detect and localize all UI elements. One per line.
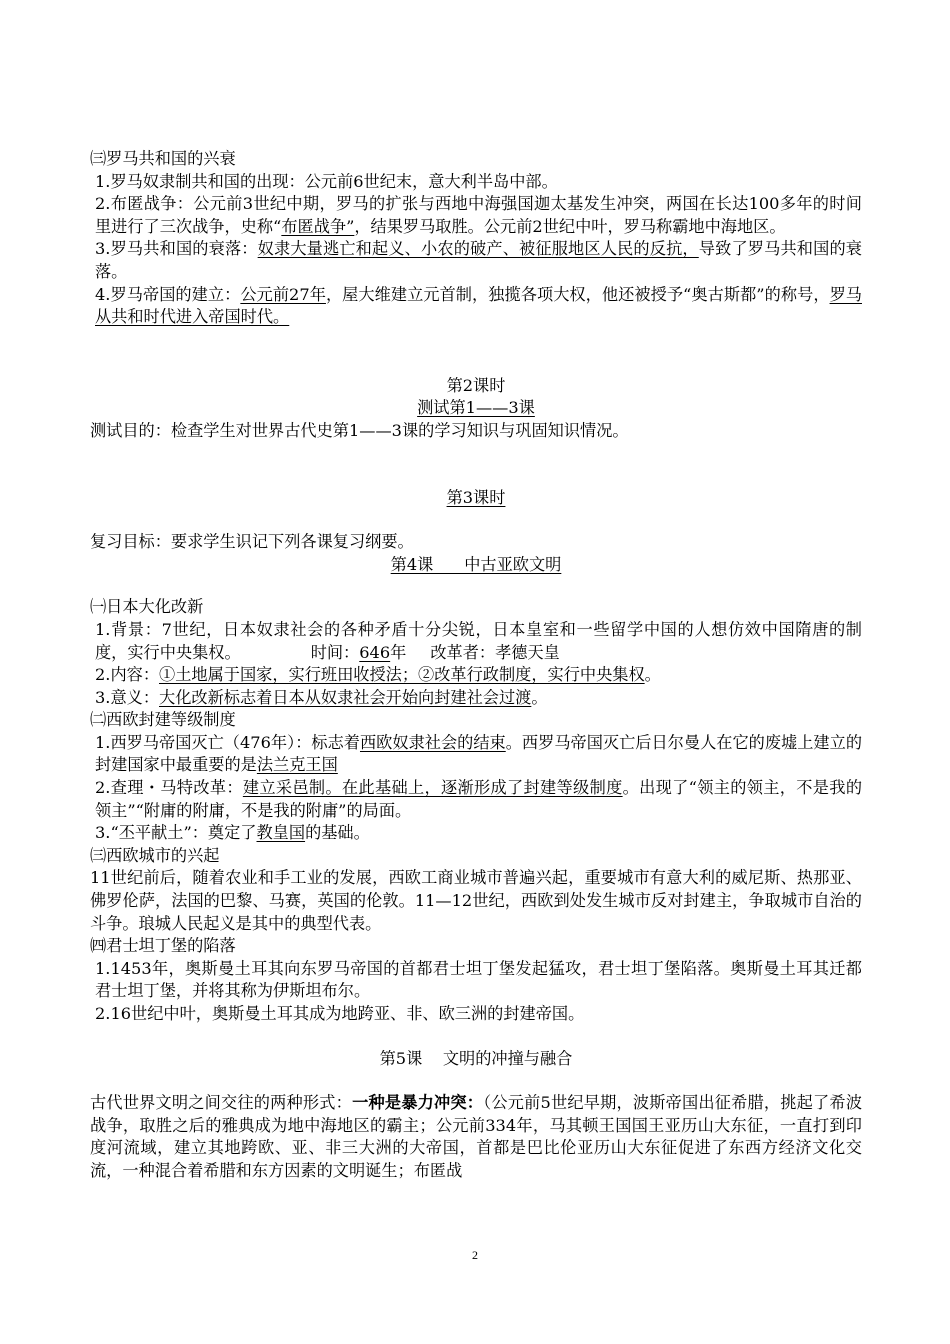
list-item: 3.罗马共和国的衰落：奴隶大量逃亡和起义、小农的破产、被征服地区人民的反抗，导致了罗马共和国的衰落。 [95,239,862,281]
list-item: 1.西罗马帝国灭亡（476年）：标志着西欧奴隶社会的结束。西罗马帝国灭亡后日尔曼人在它的废墟上建立的封建国家中最重要的是法兰克王国 [95,732,863,775]
lesson-title: 第3课时 [446,487,506,507]
course-title: 第4课 中古亚欧文明 [390,554,562,574]
section-heading-rise-of-cities: ㈢西欧城市的兴起 [90,845,220,865]
list-item: 1.罗马奴隶制共和国的出现：公元前6世纪末，意大利半岛中部。 [95,171,558,191]
underlined-keyword: 布匿战争” [281,216,355,236]
section-heading-roman-republic: ㈢罗马共和国的兴衰 [90,149,236,168]
document-body [90,148,862,1183]
list-item: 3.“丕平献土”：奠定了教皇国的基础。 [95,823,370,843]
underlined-keyword: 罗马从共和时代进入帝国时代。 [95,284,862,327]
underlined-keyword: 教皇国 [256,823,306,843]
underlined-keyword: 西欧奴隶社会的结束 [359,732,506,752]
paragraph: 11世纪前后，随着农业和手工业的发展，西欧工商业城市普遍兴起，重要城市有意大利的威尼斯、热那亚、佛罗伦萨，法国的巴黎、马赛，英国的伦敦。11—12世纪，西欧到处发生城市反对封建主，争取城市自治的斗争。琅城人民起义是其中的典型代表。 [90,868,862,933]
list-item: 1.背景：7世纪，日本奴隶社会的各种矛盾十分尖锐，日本皇室和一些留学中国的人想仿效中国隋唐的制度，实行中央集权。 时间：646年 改革者：孝德天皇 [95,619,862,662]
list-item: 2.内容：①土地属于国家，实行班田收授法；②改革行政制度，实行中央集权。 [95,665,661,685]
underlined-keyword: 公元前27年 [240,284,326,304]
course-title: 第5课 文明的冲撞与融合 [379,1048,573,1068]
section-heading-taika-reform: ㈠日本大化改新 [90,597,204,617]
lesson-purpose: 测试目的：检查学生对世界古代史第1——3课的学习知识与巩固知识情况。 [90,420,629,440]
list-item: 2.16世纪中叶，奥斯曼土耳其成为地跨亚、非、欧三洲的封建帝国。 [95,1004,585,1023]
list-item: 4.罗马帝国的建立：公元前27年，屋大维建立元首制，独揽各项大权，他还被授予“奥古斯都”的称号，罗马从共和时代进入帝国时代。 [95,284,862,327]
paragraph: 古代世界文明之间交往的两种形式：一种是暴力冲突：（公元前5世纪早期，波斯帝国出征希腊，挑起了希波战争，取胜之后的雅典成为地中海地区的霸主；公元前334年，马其顿王国国王亚历山大东征，一直打到印度河流域，建立其地跨欧、亚、非三大洲的大帝国，首都是巴比伦亚历山大东征促进了东西方经济文化交流，一种混合着希腊和东方因素的文明诞生；布匿战 [90,1093,863,1180]
underlined-keyword: 法兰克王国 [256,755,338,775]
underlined-keyword: 建立采邑制。在此基础上，逐渐形成了封建等级制度 [242,778,623,798]
underlined-keyword: 奴隶大量逃亡和起义、小农的破产、被征服地区人民的反抗， [257,239,699,259]
section-heading-feudal-hierarchy: ㈡西欧封建等级制度 [90,710,236,730]
list-item: 3.意义：大化改新标志着日本从奴隶社会开始向封建社会过渡。 [95,687,548,707]
lesson-goal: 复习目标：要求学生识记下列各课复习纲要。 [90,532,414,552]
lesson-subtitle: 测试第1——3课 [417,398,535,418]
underlined-keyword: ①土地属于国家，实行班田收授法；②改革行政制度，实行中央集权 [159,665,645,685]
page-number: 2 [472,1248,478,1262]
bold-keyword: 一种是暴力冲突： [352,1093,484,1113]
underlined-keyword: 大化改新标志着日本从奴隶社会开始向封建社会过渡 [159,687,532,707]
list-item: 2.查理・马特改革：建立采邑制。在此基础上，逐渐形成了封建等级制度。出现了“领主的领主，不是我的领主”“附庸的附庸，不是我的附庸”的局面。 [95,778,863,820]
list-item: 2.布匿战争：公元前3世纪中期，罗马的扩张与西地中海强国迦太基发生冲突，两国在长达100多年的时间里进行了三次战争，史称“布匿战争”，结果罗马取胜。公元前2世纪中叶，罗马称霸地中海地区。 [95,194,862,236]
list-item: 1.1453年，奥斯曼土耳其向东罗马帝国的首都君士坦丁堡发起猛攻，君士坦丁堡陷落。奥斯曼土耳其迁都君士坦丁堡，并将其称为伊斯坦布尔。 [95,958,862,1001]
lesson-title: 第2课时 [446,375,506,395]
section-heading-fall-of-constantinople: ㈣君士坦丁堡的陷落 [90,936,236,956]
